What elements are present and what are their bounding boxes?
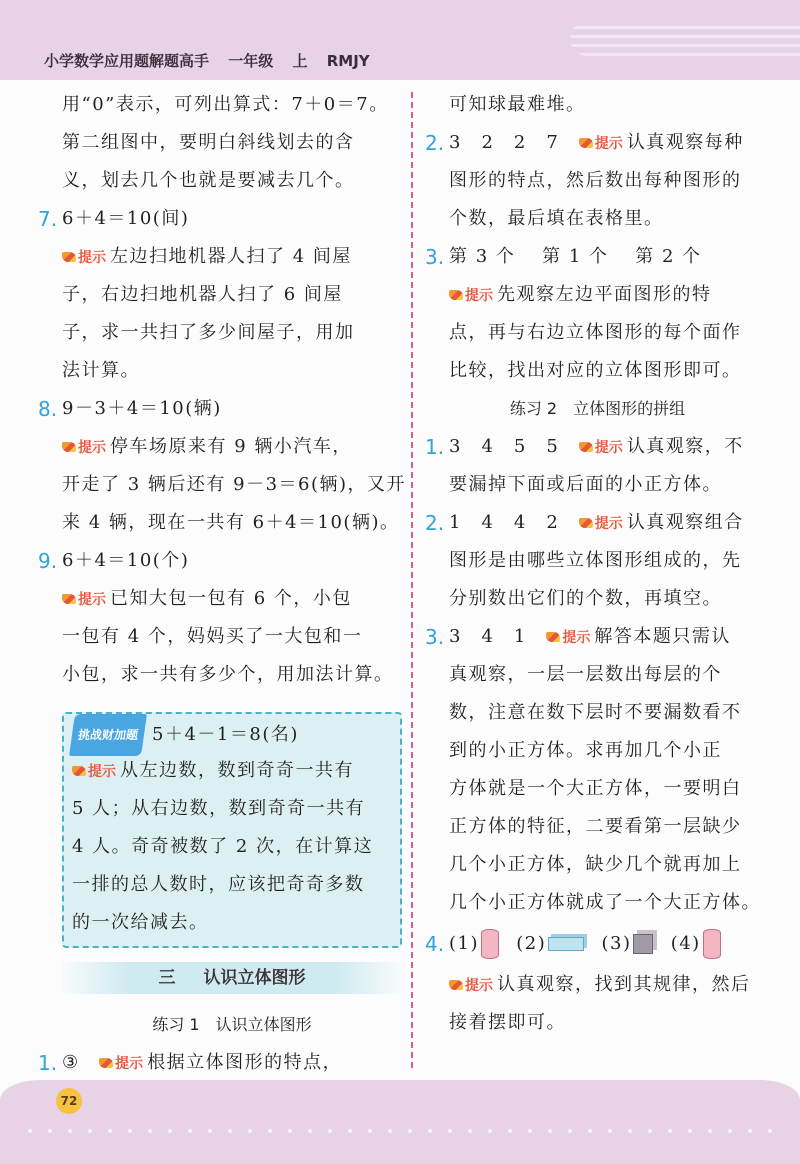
tip-label: 提示 (594, 440, 623, 456)
text-line: 可知球最难堆。 (449, 94, 586, 115)
tip-label: 提示 (78, 250, 106, 266)
tip-text: 根据立体图形的特点， (147, 1052, 343, 1073)
footer-decoration (20, 1128, 780, 1134)
answer-line (425, 618, 770, 656)
grade-label: 一年级 (228, 52, 274, 70)
exercise-label: 练习 1 (152, 1015, 200, 1034)
tip-line (425, 966, 770, 1004)
text-line: 图形是由哪些立体图形组成的，先 (449, 550, 742, 571)
pencil-icon (62, 442, 76, 452)
tip-label: 提示 (78, 592, 106, 608)
text-line: 真观察，一层一层数出每层的个 (449, 664, 722, 685)
section-title: 认识立体图形 (203, 968, 306, 988)
text-line: 子，右边扫地机器人扫了 6 间屋 (62, 284, 343, 305)
answer-text: 9－3＋4＝10(辆) (62, 398, 222, 419)
text-line: 一包有 4 个，妈妈买了一大包和一 (62, 626, 363, 647)
tip-text: 解答本题只需认 (594, 626, 731, 647)
cube-icon (633, 934, 653, 954)
answer-line (425, 428, 770, 466)
cylinder-icon (481, 929, 499, 959)
answer-text: 3 2 2 7 (449, 132, 560, 153)
text-line: 几个小正方体就成了一个大正方体。 (449, 892, 761, 913)
answer-text: 1 4 4 2 (449, 512, 560, 533)
question-number: 8. (38, 397, 58, 421)
question-number: 4. (425, 932, 445, 956)
answer-text: ③ (62, 1052, 80, 1073)
header-title (44, 50, 384, 71)
text-line: 5 人；从右边数，数到奇奇一共有 (72, 798, 366, 819)
left-column (38, 86, 407, 694)
text-line: 开走了 3 辆后还有 9－3＝6(辆)，又开 (62, 474, 407, 495)
tip-text: 停车场原来有 9 辆小汽车， (110, 436, 352, 457)
question-number: 3. (425, 625, 445, 649)
text-line: 子，求一共扫了多少间屋子，用加 (62, 322, 355, 343)
pencil-icon (99, 1058, 113, 1068)
section-number: 三 (158, 968, 176, 988)
text-line: 图形的特点，然后数出每种图形的 (449, 170, 742, 191)
option-label: (2) (516, 933, 547, 954)
column-divider (411, 92, 413, 1068)
exercise-heading (62, 1006, 402, 1044)
edition-label: RMJY (326, 52, 370, 70)
answer-line (425, 124, 770, 162)
tip-line (425, 276, 770, 314)
answer-text: 第 3 个 第 1 个 第 2 个 (449, 246, 702, 267)
tip-text: 认真观察每种 (626, 132, 744, 153)
text-line: 小包，求一共有多少个，用加法计算。 (62, 664, 394, 685)
answer-line (38, 390, 402, 428)
tip-label: 提示 (465, 978, 493, 994)
tip-label: 提示 (88, 764, 116, 780)
section-heading (62, 962, 402, 994)
text-line: 第二组图中，要明白斜线划去的含 (62, 132, 355, 153)
text-line: 接着摆即可。 (449, 1012, 566, 1033)
answer-line (38, 200, 402, 238)
answer-text: 3 4 5 5 (449, 436, 560, 457)
right-column (425, 86, 770, 1042)
tip-text: 先观察左边平面图形的特 (497, 284, 712, 305)
tip-label: 提示 (594, 516, 623, 532)
answer-text: 6＋4＝10(间) (62, 208, 190, 229)
challenge-answer-line (72, 714, 400, 752)
answer-line (425, 922, 770, 966)
text-line: 要漏掉下面或后面的小正方体。 (449, 474, 722, 495)
text-line: 点，再与右边立体图形的每个面作 (449, 322, 742, 343)
answer-text: 5＋4－1＝8(名) (152, 724, 299, 745)
text-line: 法计算。 (62, 360, 140, 381)
text-line: 几个小正方体，缺少几个就再加上 (449, 854, 742, 875)
question-number: 1. (425, 435, 445, 459)
tip-line (62, 580, 402, 618)
text-line: 方体就是一个大正方体，一要明白 (449, 778, 742, 799)
cylinder-icon (703, 929, 721, 959)
option-label: (1) (449, 933, 479, 954)
tip-text: 认真观察，找到其规律，然后 (497, 974, 751, 995)
text-line: 数，注意在数下层时不要漏数看不 (449, 702, 742, 723)
pencil-icon (449, 290, 463, 300)
option-label: (4) (670, 933, 701, 954)
answer-line (38, 1044, 402, 1082)
question-number: 7. (38, 207, 58, 231)
question-number: 2. (425, 511, 445, 535)
tip-line (72, 752, 400, 790)
question-number: 3. (425, 245, 445, 269)
tip-label: 提示 (465, 288, 493, 304)
left-column-bottom (38, 1006, 402, 1082)
exercise-title: 立体图形的拼组 (573, 399, 686, 418)
pencil-icon (62, 252, 76, 262)
answer-text: 6＋4＝10(个) (62, 550, 190, 571)
text-line: 一排的总人数时，应该把奇奇多数 (72, 874, 365, 895)
question-number: 2. (425, 131, 445, 155)
pencil-icon (449, 980, 463, 990)
tip-text: 左边扫地机器人扫了 4 间屋 (110, 246, 352, 267)
tip-label: 提示 (562, 630, 591, 646)
tip-line (62, 428, 402, 466)
exercise-label: 练习 2 (509, 399, 558, 418)
challenge-box (62, 712, 402, 948)
tip-label: 提示 (78, 440, 106, 456)
tip-line (62, 238, 402, 276)
text-line: 个数，最后填在表格里。 (449, 208, 664, 229)
text-line: 来 4 辆，现在一共有 6＋4＝10(辆)。 (62, 512, 400, 533)
text-line: 的一次给减去。 (72, 912, 209, 933)
tip-text: 认真观察，不 (626, 436, 744, 457)
pencil-icon (579, 442, 593, 452)
text-line: 用“0”表示，可列出算式：7＋0＝7。 (62, 94, 389, 115)
pencil-icon (546, 632, 560, 642)
question-number: 1. (38, 1051, 58, 1075)
answer-text: 3 4 1 (449, 626, 527, 647)
text-line: 到的小正方体。求再加几个小正 (449, 740, 722, 761)
text-line: 4 人。奇奇被数了 2 次，在计算这 (72, 836, 374, 857)
exercise-heading (425, 390, 770, 428)
page-footer (0, 1080, 800, 1164)
pencil-icon (62, 594, 76, 604)
page-header (0, 0, 800, 80)
text-line: 义，划去几个也就是要减去几个。 (62, 170, 355, 191)
text-line: 分别数出它们的个数，再填空。 (449, 588, 722, 609)
tip-text: 已知大包一包有 6 个，小包 (110, 588, 352, 609)
book-title: 小学数学应用题解题高手 (44, 52, 210, 70)
tip-text: 从左边数，数到奇奇一共有 (120, 760, 354, 781)
tip-text: 认真观察组合 (626, 512, 744, 533)
text-line: 比较，找出对应的立体图形即可。 (449, 360, 742, 381)
pencil-icon (72, 766, 86, 776)
tip-label: 提示 (594, 136, 623, 152)
answer-line (425, 504, 770, 542)
header-decoration (570, 22, 800, 56)
answer-line (425, 238, 770, 276)
term-label: 上 (292, 52, 308, 70)
exercise-title: 认识立体图形 (215, 1015, 312, 1034)
challenge-badge: 挑战财加题 (69, 714, 147, 756)
pencil-icon (579, 518, 593, 528)
option-label: (3) (601, 933, 632, 954)
cuboid-icon (548, 937, 584, 951)
question-number: 9. (38, 549, 58, 573)
text-line: 正方体的特征，二要看第一层缺少 (449, 816, 742, 837)
tip-label: 提示 (115, 1056, 144, 1072)
pencil-icon (579, 138, 593, 148)
answer-line (38, 542, 402, 580)
page-number: 72 (56, 1088, 82, 1114)
